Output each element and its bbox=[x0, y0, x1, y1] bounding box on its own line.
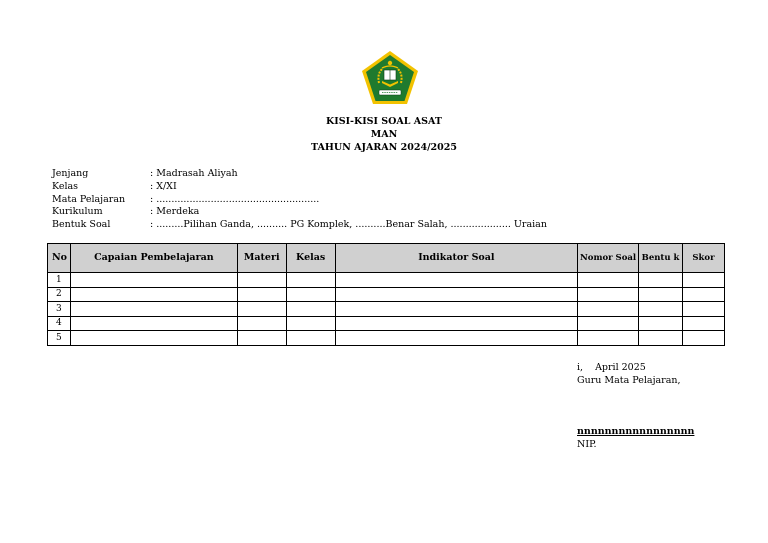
cell-skor[interactable] bbox=[682, 273, 724, 288]
column-header-bentuk: Bentu k bbox=[639, 244, 683, 273]
table-row bbox=[48, 273, 725, 288]
row-number: 5 bbox=[48, 331, 71, 346]
document-subtitle-year: TAHUN AJARAN 2024/2025 bbox=[310, 142, 458, 153]
info-row-mata-pelajaran bbox=[52, 194, 547, 207]
cell-bentuk[interactable] bbox=[639, 273, 683, 288]
cell-materi[interactable] bbox=[237, 316, 286, 331]
row-number: 4 bbox=[48, 316, 71, 331]
signature-name: nnnnnnnnnnnnnnnnn bbox=[577, 426, 695, 437]
signature-place: i, bbox=[577, 362, 584, 373]
column-header-materi: Materi bbox=[237, 244, 286, 273]
info-value: : X/XI bbox=[150, 180, 177, 192]
table-row bbox=[48, 316, 725, 331]
column-header-kelas: Kelas bbox=[286, 244, 335, 273]
cell-nomor-soal[interactable] bbox=[578, 302, 639, 317]
info-label: Kurikulum bbox=[52, 206, 103, 218]
cell-capaian[interactable] bbox=[70, 273, 237, 288]
cell-kelas[interactable] bbox=[286, 273, 335, 288]
column-header-nomor-soal: Nomor Soal bbox=[578, 244, 639, 273]
cell-nomor-soal[interactable] bbox=[578, 331, 639, 346]
row-number: 2 bbox=[48, 287, 71, 302]
info-label: Bentuk Soal bbox=[52, 219, 111, 231]
signature-nip: NIP. bbox=[577, 439, 597, 450]
table-row bbox=[48, 302, 725, 317]
table-header-row bbox=[48, 244, 725, 273]
cell-nomor-soal[interactable] bbox=[578, 273, 639, 288]
cell-capaian[interactable] bbox=[70, 316, 237, 331]
cell-bentuk[interactable] bbox=[639, 287, 683, 302]
table-row bbox=[48, 287, 725, 302]
row-number: 1 bbox=[48, 273, 71, 288]
info-label: Kelas bbox=[52, 180, 79, 192]
signature-date: April 2025 bbox=[595, 362, 646, 373]
table-row bbox=[48, 331, 725, 346]
info-value: : ...................................................... bbox=[150, 193, 320, 205]
cell-indikator[interactable] bbox=[335, 331, 577, 346]
kemenag-emblem-icon bbox=[360, 50, 420, 106]
cell-capaian[interactable] bbox=[70, 302, 237, 317]
info-label: Mata Pelajaran bbox=[52, 193, 126, 205]
cell-kelas[interactable] bbox=[286, 331, 335, 346]
cell-materi[interactable] bbox=[237, 331, 286, 346]
cell-materi[interactable] bbox=[237, 302, 286, 317]
info-row-bentuk-soal bbox=[52, 219, 547, 232]
info-row-kurikulum bbox=[52, 206, 547, 219]
cell-skor[interactable] bbox=[682, 331, 724, 346]
column-header-no: No bbox=[48, 244, 71, 273]
cell-bentuk[interactable] bbox=[639, 331, 683, 346]
info-block bbox=[52, 168, 547, 232]
document-title: KISI-KISI SOAL ASAT bbox=[326, 116, 442, 127]
info-row-kelas bbox=[52, 181, 547, 194]
info-value: : Merdeka bbox=[150, 206, 200, 218]
signature-role: Guru Mata Pelajaran, bbox=[577, 375, 681, 386]
cell-kelas[interactable] bbox=[286, 302, 335, 317]
cell-materi[interactable] bbox=[237, 273, 286, 288]
cell-skor[interactable] bbox=[682, 302, 724, 317]
cell-skor[interactable] bbox=[682, 316, 724, 331]
cell-kelas[interactable] bbox=[286, 287, 335, 302]
info-value: : .........Pilihan Ganda, .......... PG Komplek, ..........Benar Salah, .................... Uraian bbox=[150, 219, 547, 231]
row-number: 3 bbox=[48, 302, 71, 317]
column-header-skor: Skor bbox=[682, 244, 724, 273]
info-label: Jenjang bbox=[52, 168, 89, 179]
cell-nomor-soal[interactable] bbox=[578, 287, 639, 302]
column-header-capaian: Capaian Pembelajaran bbox=[70, 244, 237, 273]
info-value: : Madrasah Aliyah bbox=[150, 168, 238, 179]
cell-capaian[interactable] bbox=[70, 331, 237, 346]
cell-nomor-soal[interactable] bbox=[578, 316, 639, 331]
signature-place-date bbox=[577, 362, 646, 375]
cell-indikator[interactable] bbox=[335, 316, 577, 331]
cell-bentuk[interactable] bbox=[639, 302, 683, 317]
cell-indikator[interactable] bbox=[335, 273, 577, 288]
cell-materi[interactable] bbox=[237, 287, 286, 302]
cell-skor[interactable] bbox=[682, 287, 724, 302]
info-row-jenjang bbox=[52, 168, 547, 181]
column-header-indikator: Indikator Soal bbox=[335, 244, 577, 273]
cell-bentuk[interactable] bbox=[639, 316, 683, 331]
cell-indikator[interactable] bbox=[335, 302, 577, 317]
kisi-kisi-table bbox=[47, 243, 725, 346]
cell-kelas[interactable] bbox=[286, 316, 335, 331]
document-subtitle-institution: MAN bbox=[370, 129, 398, 140]
cell-capaian[interactable] bbox=[70, 287, 237, 302]
cell-indikator[interactable] bbox=[335, 287, 577, 302]
